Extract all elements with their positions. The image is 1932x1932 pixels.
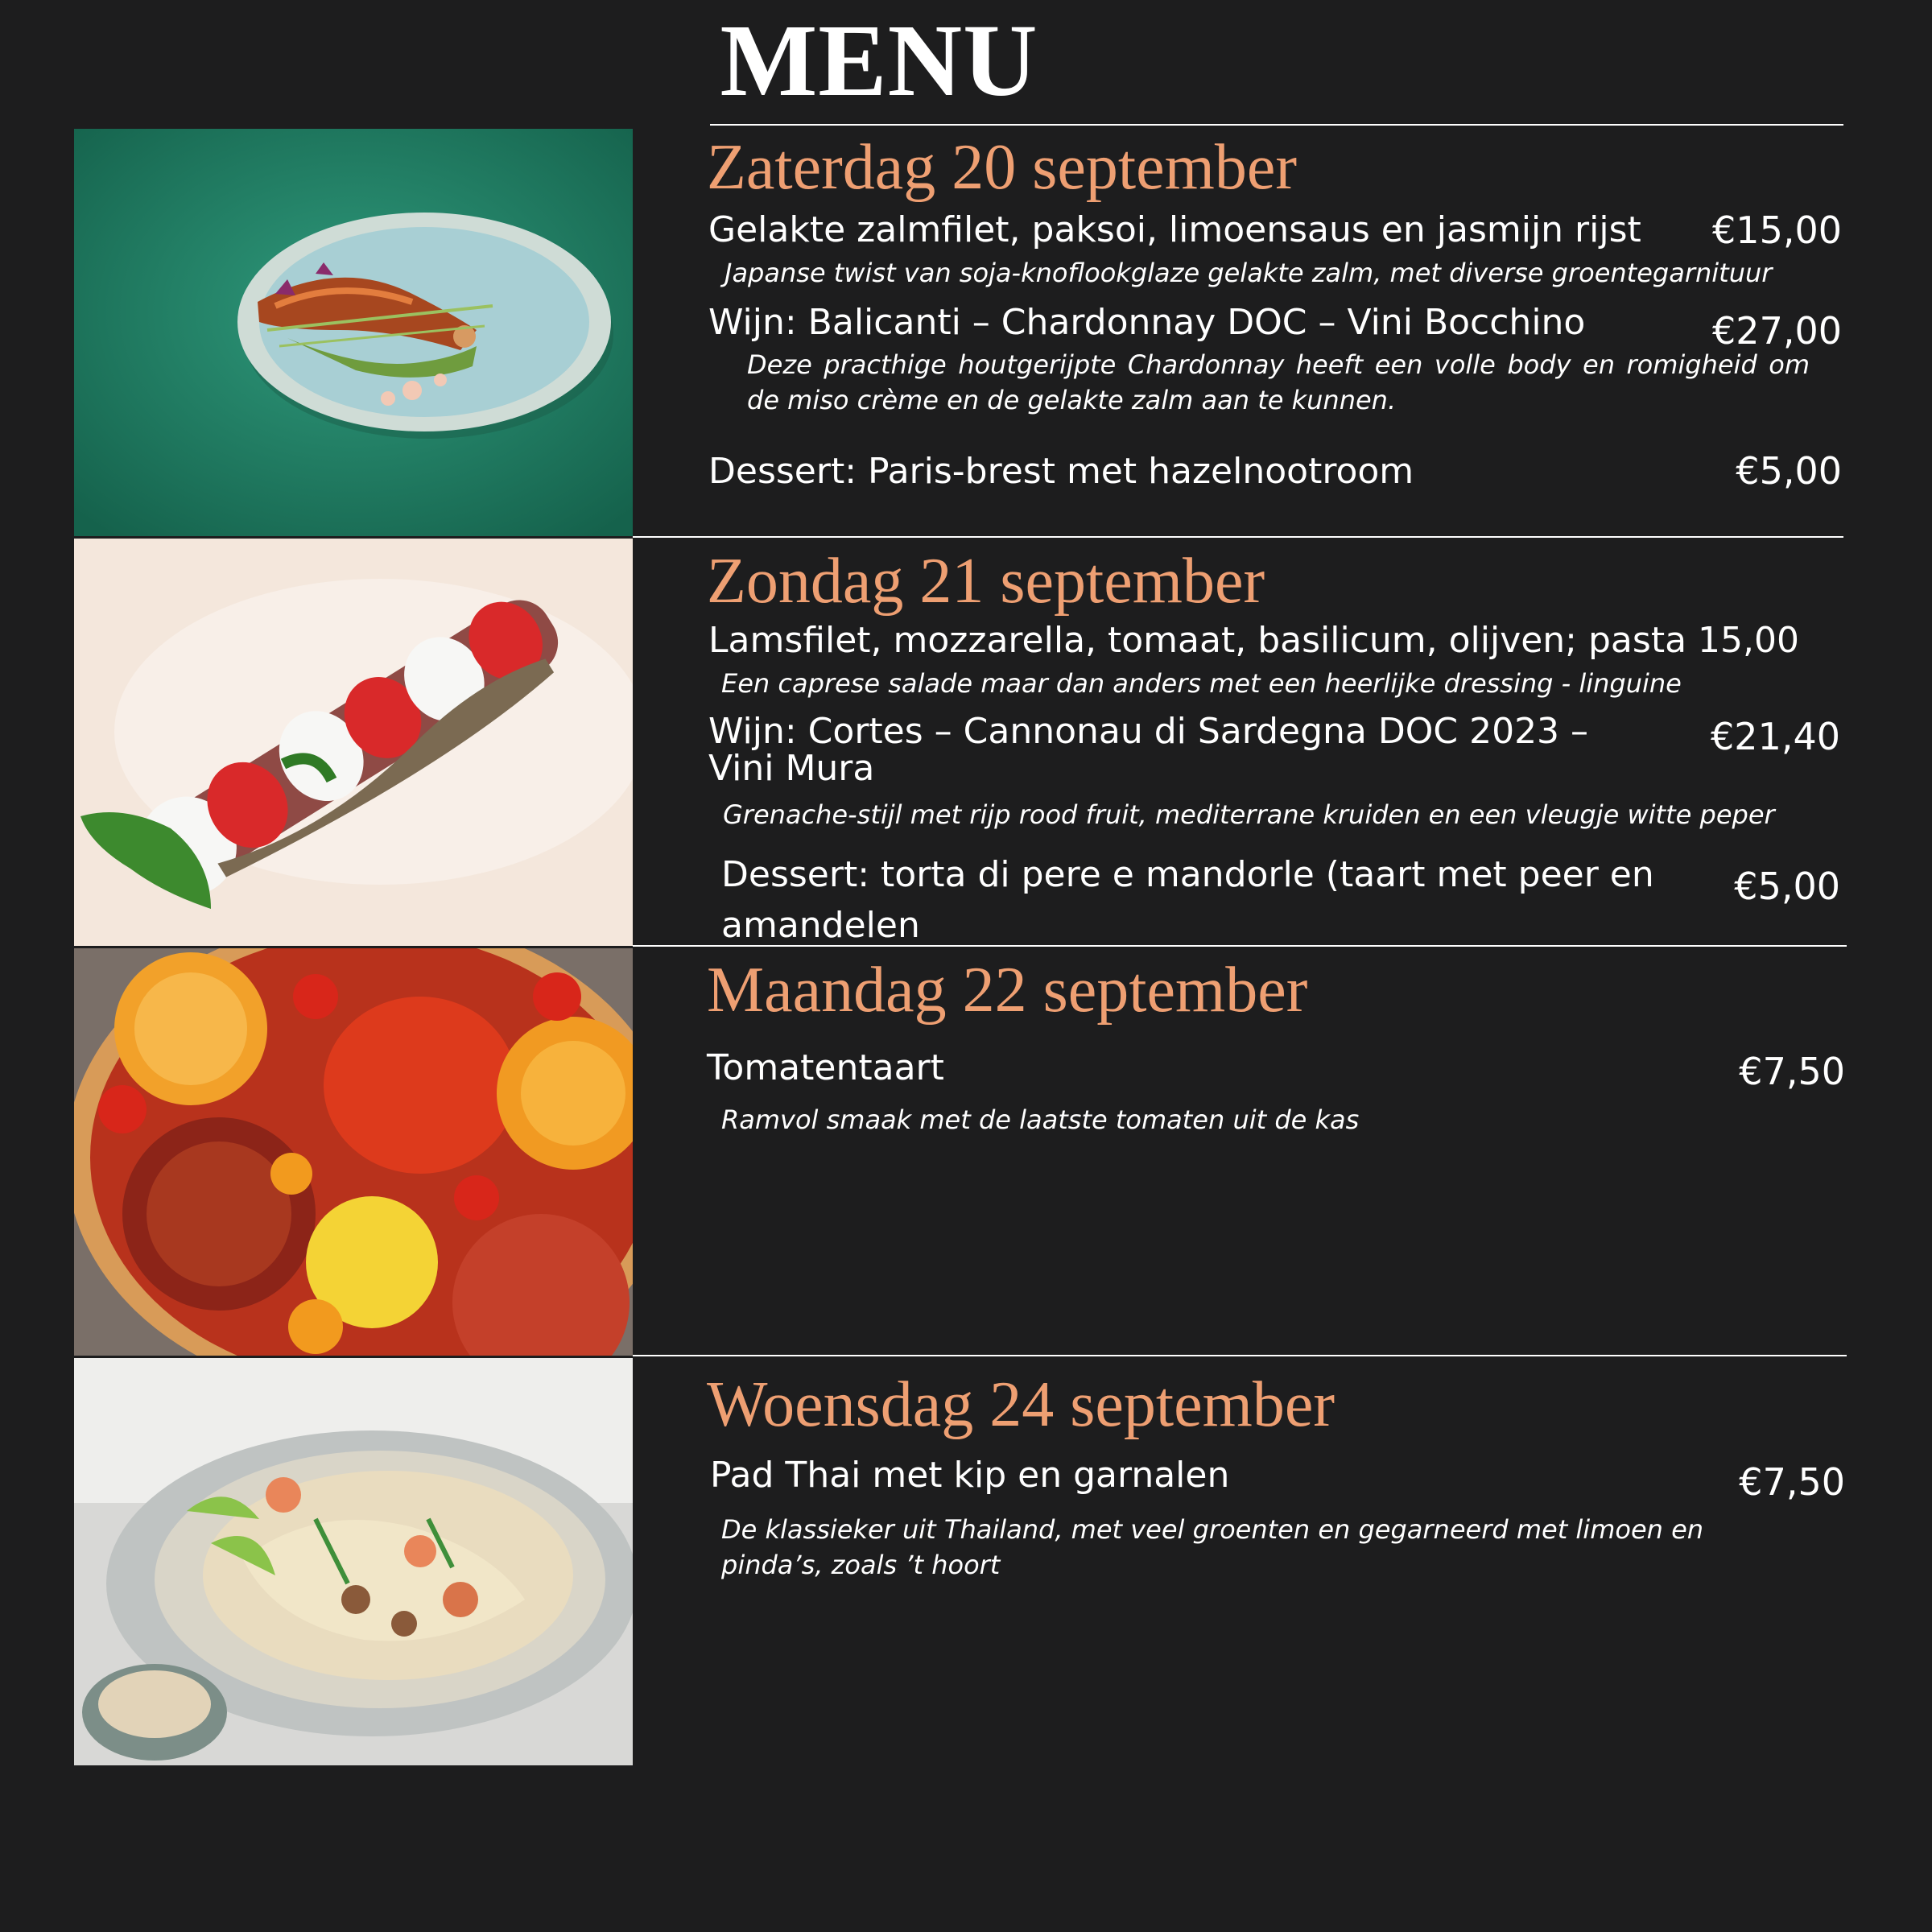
wine-price: €21,40 (1711, 715, 1840, 758)
day-heading: Zondag 21 september (707, 546, 1265, 617)
main-dish-description: Japanse twist van soja-knoflookglaze gelakte zalm, met diverse groentegarnituur (724, 258, 1773, 288)
divider (710, 124, 1843, 126)
main-dish-description: Een caprese salade maar dan anders met een heerlijke dressing - linguine (721, 668, 1682, 699)
main-dish-name: Gelakte zalmfilet, paksoi, limoensaus en jasmijn rijst (708, 209, 1641, 250)
divider (633, 1355, 1847, 1356)
wine-description: Deze practhige houtgerijpte Chardonnay heeft een volle body en romigheid om de miso crème en de gelakte zalm aan te kunnen. (747, 349, 1810, 415)
wine-price: €27,00 (1712, 309, 1842, 353)
wine-description: Grenache-stijl met rijp rood fruit, mediterrane kruiden en een vleugje witte peper (723, 799, 1775, 830)
main-dish-name: Tomatentaart (707, 1047, 944, 1088)
main-dish-description: De klassieker uit Thailand, met veel groenten en gegarneerd met limoen en pinda’s, zoals ’t hoort (721, 1514, 1704, 1580)
main-dish-price: €7,50 (1739, 1460, 1845, 1504)
main-dish-description: Ramvol smaak met de laatste tomaten uit de kas (721, 1104, 1360, 1135)
lamb-caprese-photo (74, 539, 633, 946)
day-heading: Woensdag 24 september (707, 1369, 1335, 1440)
dessert-name: Dessert: Paris-brest met hazelnootroom (708, 451, 1414, 492)
main-dish-price: €7,50 (1739, 1050, 1845, 1093)
dessert-price: €5,00 (1734, 865, 1840, 908)
dessert-name: Dessert: torta di pere e mandorle (taart met peer en amandelen (721, 854, 1654, 946)
main-dish-price: €15,00 (1712, 208, 1842, 252)
pad-thai-photo (74, 1358, 633, 1765)
wine-name: Wijn: Cortes – Cannonau di Sardegna DOC 2023 – Vini Mura (708, 711, 1589, 789)
main-dish-name: Lamsfilet, mozzarella, tomaat, basilicum, olijven; pasta 15,00 (708, 620, 1799, 661)
day-heading: Zaterdag 20 september (707, 132, 1298, 203)
wine-name: Wijn: Balicanti – Chardonnay DOC – Vini Bocchino (708, 302, 1586, 343)
main-dish-name: Pad Thai met kip en garnalen (710, 1455, 1230, 1496)
day-heading: Maandag 22 september (707, 955, 1308, 1026)
salmon-dish-photo (74, 129, 633, 536)
menu-title: MENU (720, 3, 1038, 118)
dessert-price: €5,00 (1736, 449, 1842, 493)
tomato-tart-photo (74, 948, 633, 1356)
divider (633, 536, 1843, 538)
